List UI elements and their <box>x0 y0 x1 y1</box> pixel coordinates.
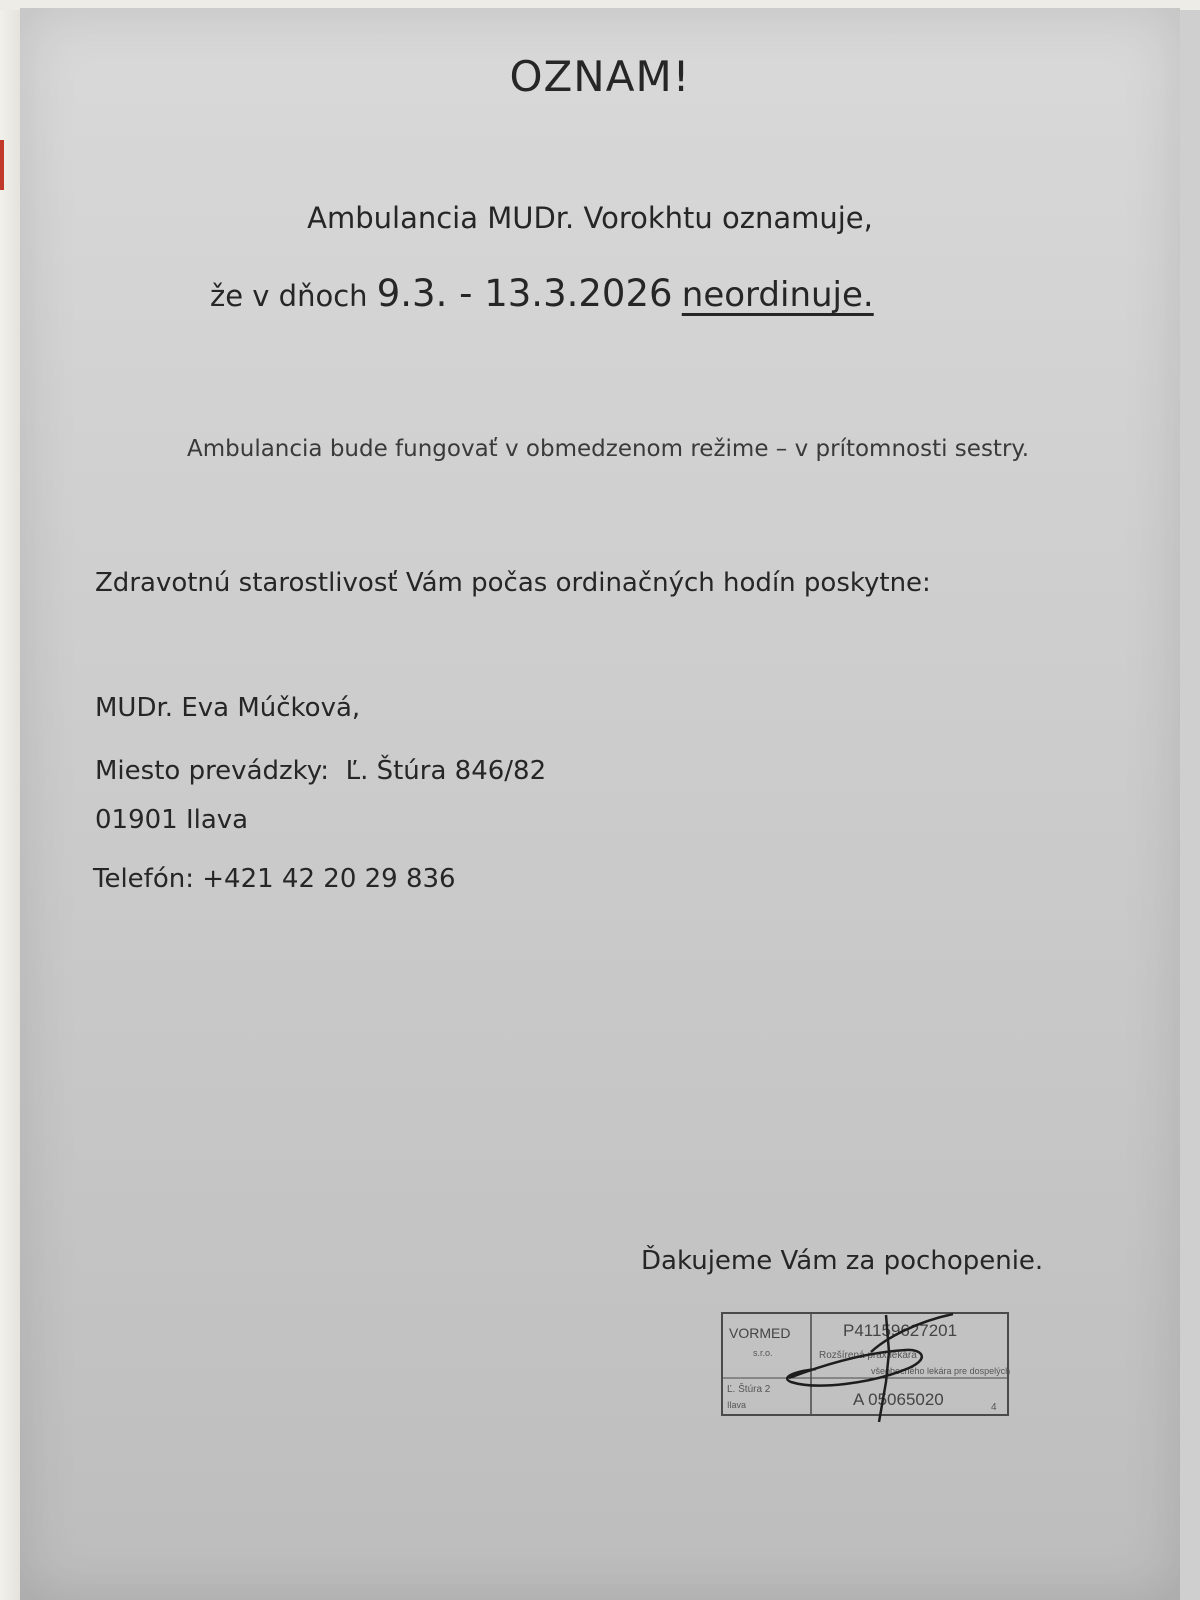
phone-number: +421 42 20 29 836 <box>202 864 456 894</box>
closure-dates: 9.3. - 13.3.2026 <box>376 272 673 315</box>
stamp-city: Ilava <box>727 1400 747 1410</box>
care-intro-line: Zdravotnú starostlivosť Vám počas ordinačných hodín poskytne: <box>95 568 931 598</box>
practice-address <box>95 756 546 786</box>
stamp-street: Ľ. Štúra 2 <box>727 1384 771 1395</box>
not-practicing-text: neordinuje. <box>681 275 874 315</box>
limited-mode-line: Ambulancia bude fungovať v obmedzenom režime – v prítomnosti sestry. <box>187 436 1030 462</box>
stamp-code: P41159627201 <box>843 1321 958 1340</box>
clinic-stamp <box>721 1312 1011 1422</box>
stamp-specialty: Rozšírená prax lekára <box>819 1350 917 1361</box>
stamp-suffix: 4 <box>991 1402 997 1413</box>
thanks-line: Ďakujeme Vám za pochopenie. <box>641 1246 1044 1276</box>
red-edge-mark <box>0 140 4 190</box>
stamp-number: A 05065020 <box>853 1390 944 1409</box>
stamp-specialty-2: všeobecného lekára pre dospelých <box>871 1366 1011 1376</box>
stamp-company-type: s.r.o. <box>753 1348 773 1358</box>
place-value: Ľ. Štúra 846/82 <box>345 756 547 786</box>
substitute-doctor-name: MUDr. Eva Múčková, <box>95 693 361 723</box>
announcement-line: Ambulancia MUDr. Vorokhtu oznamuje, <box>307 201 873 235</box>
stamp-company: VORMED <box>729 1325 791 1341</box>
place-label: Miesto prevádzky: <box>95 756 330 786</box>
phone-label: Telefón: <box>93 864 194 894</box>
notice-title: OZNAM! <box>509 52 691 101</box>
dates-line <box>210 272 874 315</box>
page-left-edge <box>0 0 20 1600</box>
phone-line <box>93 864 456 894</box>
dates-prefix: že v dňoch <box>210 279 368 313</box>
practice-city: 01901 Ilava <box>95 805 249 835</box>
